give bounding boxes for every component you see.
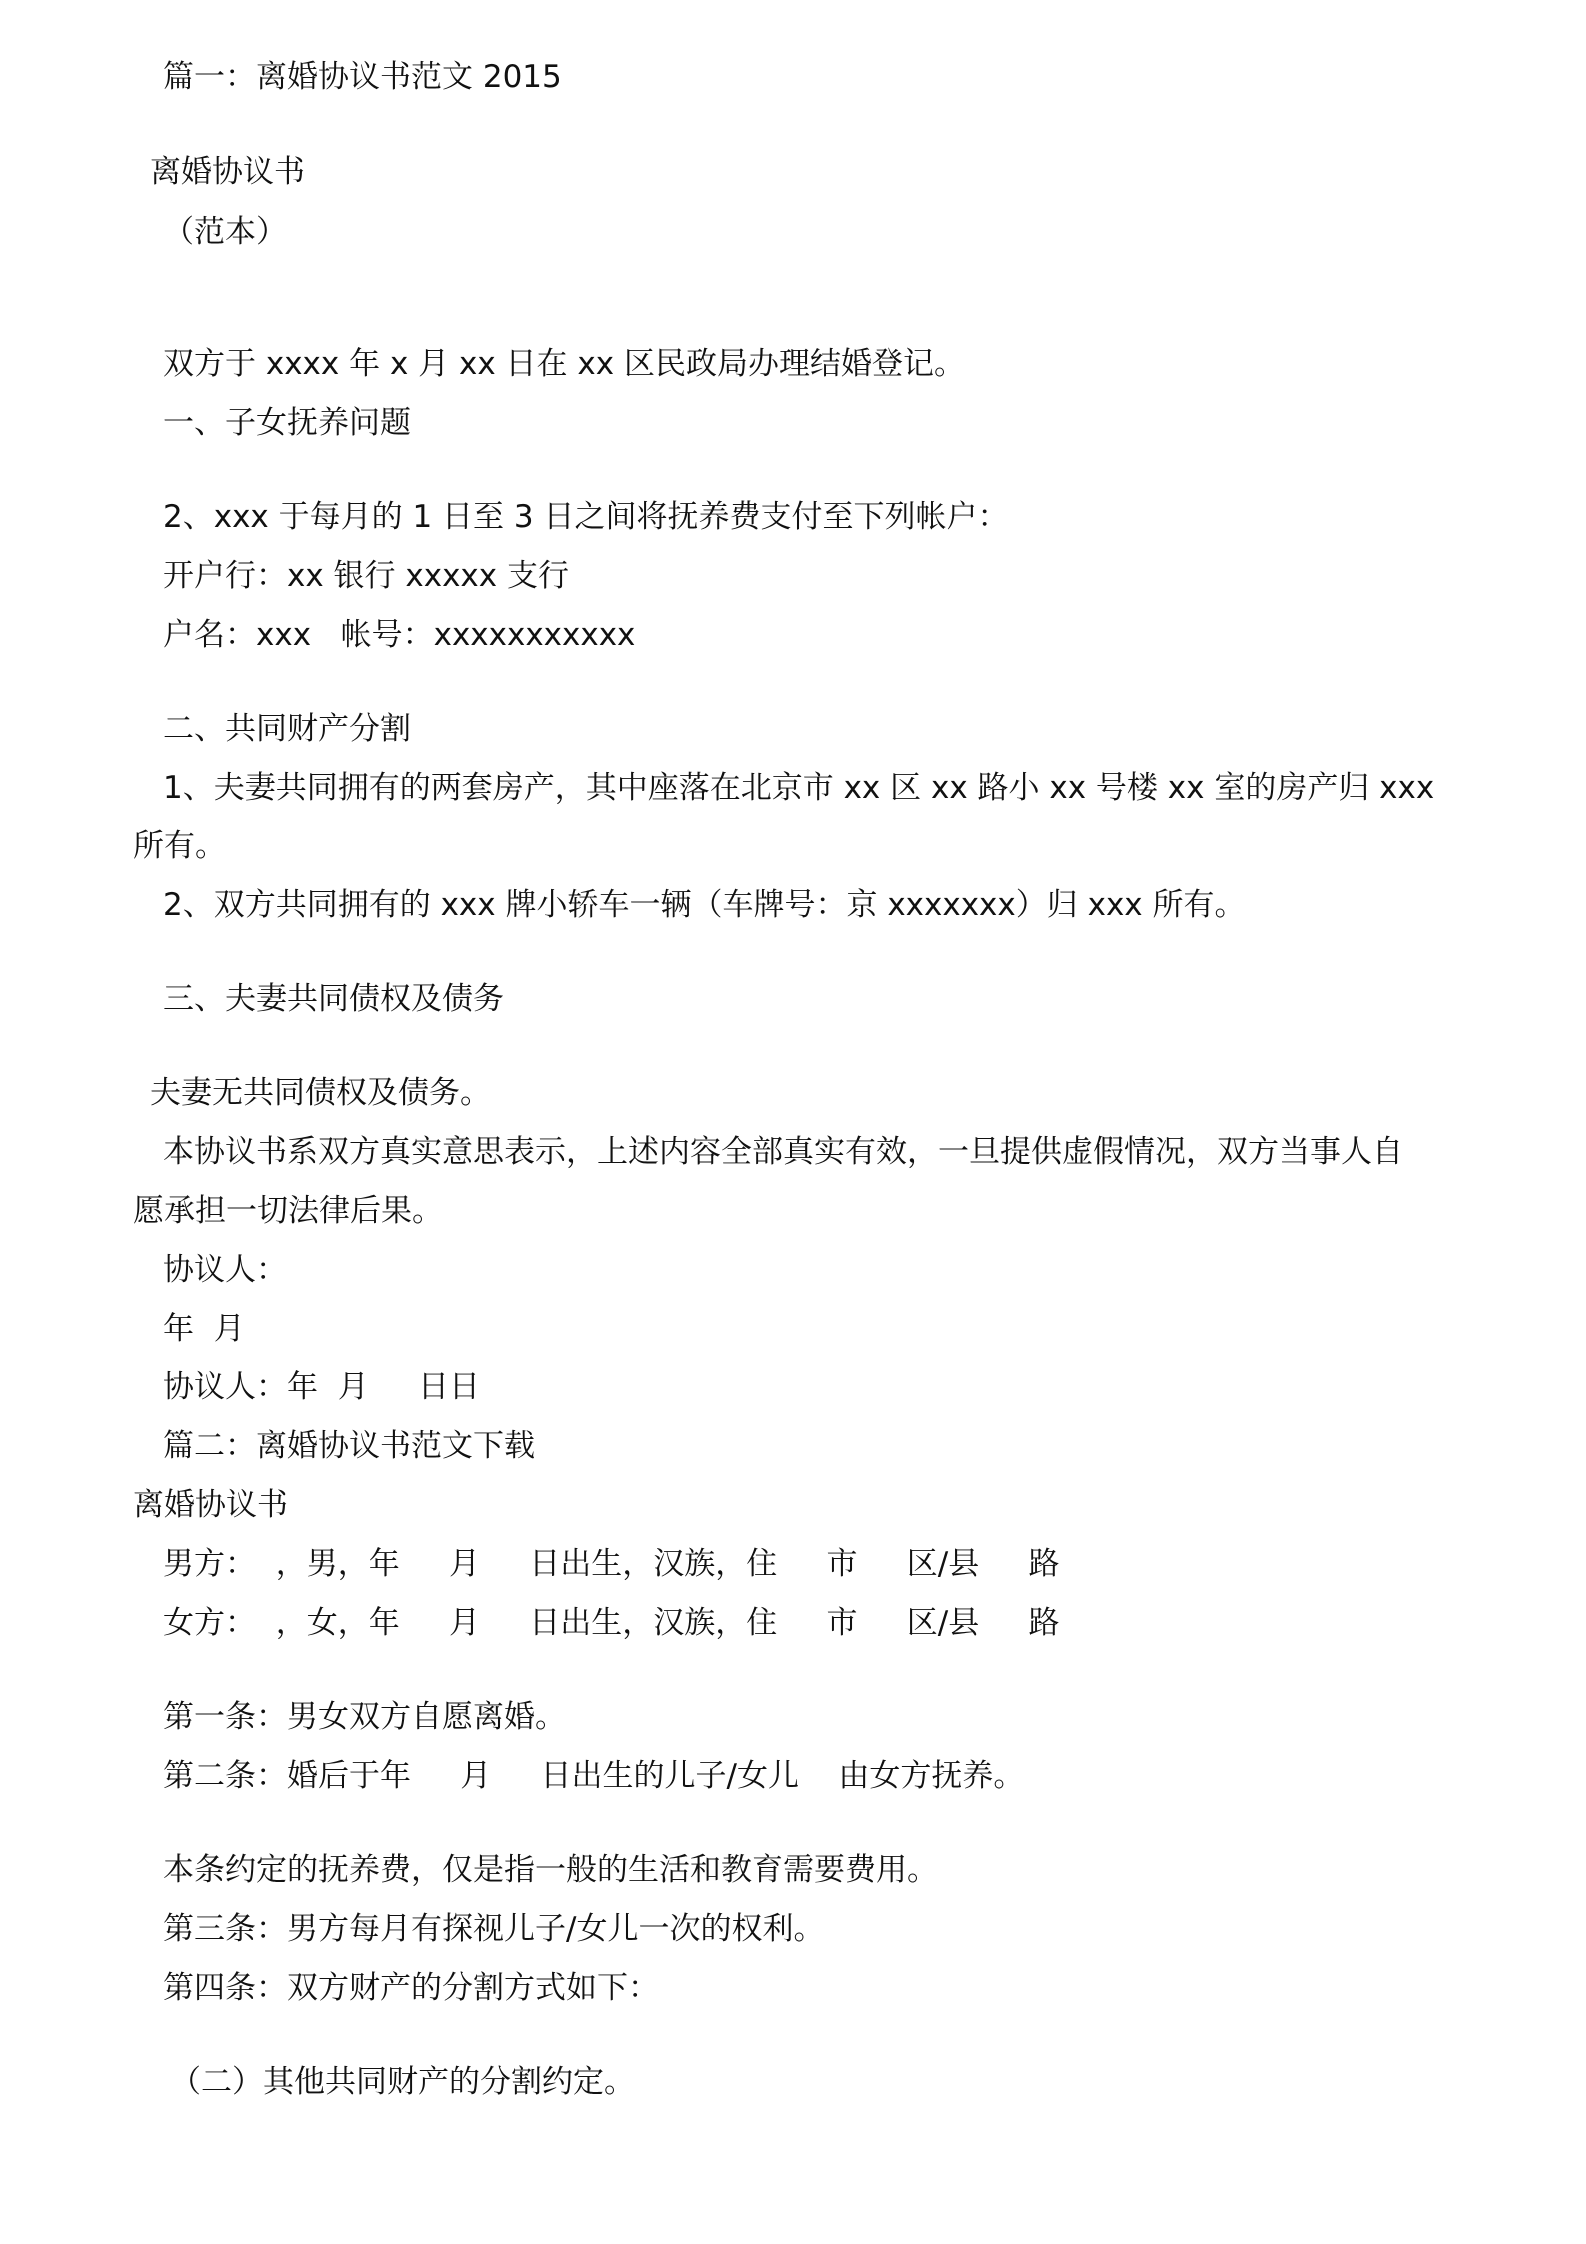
- marriage-registration: 双方于 xxxx 年 x 月 xx 日在 xx 区民政局办理结婚登记。: [163, 346, 965, 382]
- agreement-subtitle: （范本）: [163, 214, 287, 250]
- other-property-clause: （二）其他共同财产的分割约定。: [170, 2064, 635, 2100]
- section-two-heading: 篇二：离婚协议书范文下载: [163, 1428, 535, 1464]
- bank-line: 开户行：xx 银行 xxxxx 支行: [163, 558, 569, 594]
- debt-statement: 夫妻无共同债权及债务。: [150, 1075, 491, 1111]
- property-clause-2: 2、双方共同拥有的 xxx 牌小轿车一辆（车牌号：京 xxxxxxx）归 xxx 所有。: [163, 887, 1246, 923]
- date-line-1: 年 月: [163, 1311, 245, 1347]
- payment-clause: 2、xxx 于每月的 1 日至 3 日之间将抚养费支付至下列帐户：: [163, 499, 1009, 535]
- wife-info: 女方： ，女，年 月 日出生，汉族，住 市 区/县 路: [163, 1605, 1060, 1641]
- account-line: 户名：xxx 帐号：xxxxxxxxxxx: [163, 617, 636, 653]
- debt-heading: 三、夫妻共同债权及债务: [163, 981, 504, 1017]
- article-two: 第二条：婚后于年 月 日出生的儿子/女儿 由女方抚养。: [163, 1758, 1025, 1794]
- agreement-title: 离婚协议书: [150, 154, 305, 190]
- property-clause-1: 1、夫妻共同拥有的两套房产，其中座落在北京市 xx 区 xx 路小 xx 号楼 xx 室的房产归 xxx: [163, 770, 1435, 806]
- property-clause-1-cont: 所有。: [133, 828, 226, 864]
- signatory-line-2: 协议人：年 月 日日: [163, 1369, 480, 1405]
- article-one: 第一条：男女双方自愿离婚。: [163, 1699, 566, 1735]
- property-heading: 二、共同财产分割: [163, 711, 411, 747]
- child-support-heading: 一、子女抚养问题: [163, 405, 411, 441]
- signatory-line-1: 协议人：: [163, 1252, 287, 1288]
- support-fee-note: 本条约定的抚养费，仅是指一般的生活和教育需要费用。: [163, 1852, 938, 1888]
- truth-declaration: 本协议书系双方真实意思表示，上述内容全部真实有效，一旦提供虚假情况，双方当事人自: [163, 1134, 1403, 1170]
- article-three: 第三条：男方每月有探视儿子/女儿一次的权利。: [163, 1911, 825, 1947]
- section-one-heading: 篇一：离婚协议书范文 2015: [163, 59, 562, 95]
- truth-declaration-cont: 愿承担一切法律后果。: [133, 1193, 443, 1229]
- article-four: 第四条：双方财产的分割方式如下：: [163, 1970, 659, 2006]
- husband-info: 男方： ，男，年 月 日出生，汉族，住 市 区/县 路: [163, 1546, 1060, 1582]
- agreement-title-2: 离婚协议书: [133, 1487, 288, 1523]
